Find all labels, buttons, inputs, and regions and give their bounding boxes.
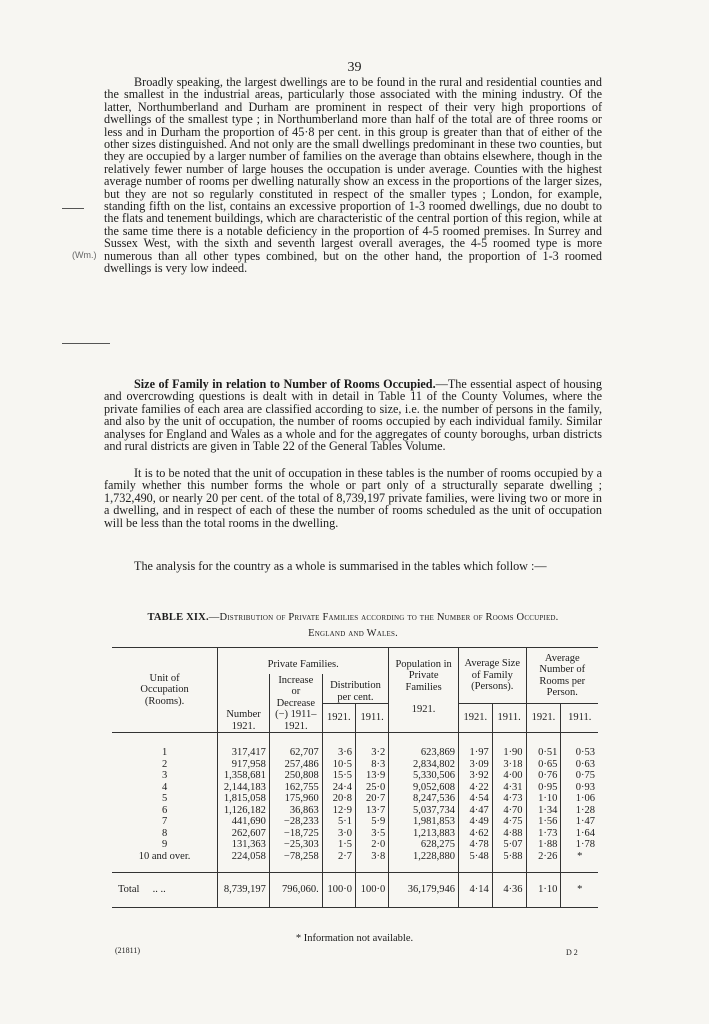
table-cell: 162,755 xyxy=(284,781,319,793)
table-cell: 4·00 xyxy=(503,770,523,781)
table-label: TABLE XIX. xyxy=(147,612,209,623)
distribution-table xyxy=(112,647,598,908)
table-cell: 317,417 xyxy=(231,747,266,758)
table-cell: 257,486 xyxy=(284,758,319,770)
table-cell: 1·06 xyxy=(575,793,595,804)
table-cell: 0·95 xyxy=(538,781,558,793)
header-population-year: 1921. xyxy=(389,704,459,733)
table-cell: 2 xyxy=(161,758,168,770)
table-cell: 623,869 xyxy=(420,747,455,758)
signature-mark: D 2 xyxy=(566,948,578,957)
total-label: Total .. .. xyxy=(118,884,166,896)
table-cell: 224,058 xyxy=(231,850,266,862)
table-cell: 4 xyxy=(161,781,168,793)
table-footnote: * Information not available. xyxy=(295,933,414,944)
header-population: Population in Private Families xyxy=(389,648,459,704)
header-avg-size: Average Size of Family (Persons). xyxy=(458,648,526,704)
col-unit xyxy=(112,733,218,873)
header-dist-1921: 1921. xyxy=(322,704,355,733)
table-cell: 4·31 xyxy=(503,781,523,793)
header-rooms-1911: 1911. xyxy=(561,704,598,733)
table-cell: 131,363 xyxy=(231,839,266,850)
table-cell: 1·97 xyxy=(469,747,489,758)
header-increase: Increase or Decrease (−) 1911– 1921. xyxy=(269,674,322,733)
header-rooms-1921: 1921. xyxy=(526,704,561,733)
table-cell: 1·47 xyxy=(575,816,595,827)
table-cell: 1 xyxy=(161,747,168,758)
table-cell: 4·49 xyxy=(469,816,489,827)
table-cell: 4·88 xyxy=(503,827,523,839)
header-number: Number 1921. xyxy=(218,674,270,733)
total-rooms-1921: 1·10 xyxy=(526,873,561,908)
header-private-families: Private Families. xyxy=(218,648,389,675)
table-title xyxy=(104,610,602,642)
table-cell: 3·5 xyxy=(371,827,386,839)
table-cell: 5 xyxy=(161,793,168,804)
table-cell: 4·47 xyxy=(469,804,489,816)
table-cell: 4·22 xyxy=(469,781,489,793)
table-cell: 1·78 xyxy=(575,839,595,850)
table-cell: 3·6 xyxy=(337,747,352,758)
table-cell: 5·9 xyxy=(371,816,386,827)
table-cell: 8,247,536 xyxy=(412,793,455,804)
table-cell: 4·78 xyxy=(469,839,489,850)
col-size-1911 xyxy=(492,733,526,873)
section-heading: Size of Family in relation to Number of Rooms Occupied. xyxy=(134,377,436,391)
table-cell: 5·48 xyxy=(469,850,489,862)
table-cell: 1·28 xyxy=(575,804,595,816)
table-cell: 1·90 xyxy=(503,747,523,758)
paragraph-unit-of-occupation: It is to be noted that the unit of occupation in these tables is the number of rooms occupied by a family whether this number forms the whole or part only of a structurally separate dwelling ; 1,732,490, or nearly 20 per cent. of the total of 8,739,197 private families, were living two or more in a dwelling, and in respect of each of these the number of rooms scheduled as the unit of occupation will be less than the total rooms in the dwelling. xyxy=(104,466,602,530)
table-cell: 1,815,058 xyxy=(223,793,266,804)
header-unit: Unit of Occupation (Rooms). xyxy=(140,672,189,707)
margin-rule xyxy=(62,208,84,209)
table-cell: 36,863 xyxy=(289,804,319,816)
table-cell: −25,303 xyxy=(283,839,319,850)
table-cell: 250,808 xyxy=(284,770,319,781)
margin-rule-lower xyxy=(62,343,110,344)
col-size-1921 xyxy=(458,733,492,873)
table-cell: 3·0 xyxy=(337,827,352,839)
table-cell: 0·75 xyxy=(575,770,595,781)
table-cell: 3·8 xyxy=(371,850,386,862)
col-increase xyxy=(269,733,322,873)
total-dist-1921: 100·0 xyxy=(322,873,355,908)
table-cell: 1·73 xyxy=(538,827,558,839)
printer-code: (21811) xyxy=(115,946,141,955)
table-cell: 2,144,183 xyxy=(223,781,266,793)
table-cell: 0·63 xyxy=(575,758,595,770)
table-cell: 13·9 xyxy=(366,770,386,781)
table-cell: −28,233 xyxy=(283,816,319,827)
col-population xyxy=(389,733,459,873)
table-cell: 2,834,802 xyxy=(412,758,455,770)
table-cell: 15·5 xyxy=(332,770,352,781)
table-cell: 1,126,182 xyxy=(223,804,266,816)
table-cell: 262,607 xyxy=(231,827,266,839)
table-cell: * xyxy=(577,850,583,862)
paragraph-summary-intro: The analysis for the country as a whole is summarised in the tables which follow :— xyxy=(134,559,547,573)
paragraph-family-size-text: —The essential aspect of housing and overcrowding questions is dealt with in detail in Table 11 of the County Volumes, where the private families of each area are classified according to size, i.e. the number of persons in the family, and also by the unit of occupation, the number of rooms occupied by each individual family. Similar analyses for England and Wales as a whole and for the aggregates of county boroughs, urban districts and rural districts are given in Table 22 of the General Tables Volume. xyxy=(104,377,602,454)
table-cell: 1·34 xyxy=(538,804,558,816)
table-cell: 3 xyxy=(161,770,168,781)
col-number xyxy=(218,733,270,873)
table-cell: 0·65 xyxy=(538,758,558,770)
col-rooms-1911 xyxy=(561,733,598,873)
table-cell: 5·1 xyxy=(337,816,352,827)
header-distribution: Distribution per cent. xyxy=(322,674,389,704)
table-cell: 3·09 xyxy=(469,758,489,770)
table-cell: 3·18 xyxy=(503,758,523,770)
col-dist-1911 xyxy=(355,733,388,873)
table-cell: 8 xyxy=(161,827,168,839)
total-size-1911: 4·36 xyxy=(492,873,526,908)
table-cell: −18,725 xyxy=(283,827,319,839)
table-cell: 20·7 xyxy=(366,793,386,804)
table-cell: 5·88 xyxy=(503,850,523,862)
table-cell: 0·93 xyxy=(575,781,595,793)
table-cell: 0·53 xyxy=(575,747,595,758)
table-cell: 2·0 xyxy=(371,839,386,850)
table-cell: 0·76 xyxy=(538,770,558,781)
table-cell: 8·3 xyxy=(371,758,386,770)
table-cell: 4·62 xyxy=(469,827,489,839)
table-cell: 5,037,734 xyxy=(412,804,455,816)
table-cell: 4·54 xyxy=(469,793,489,804)
table-cell: 5,330,506 xyxy=(412,770,455,781)
header-avg-rooms: Average Number of Rooms per Person. xyxy=(526,648,598,704)
table-cell: 2·26 xyxy=(538,850,558,862)
header-size-1911: 1911. xyxy=(492,704,526,733)
table-cell: 4·75 xyxy=(503,816,523,827)
table-cell: 0·51 xyxy=(538,747,558,758)
header-size-1921: 1921. xyxy=(458,704,492,733)
table-cell: 3·92 xyxy=(469,770,489,781)
table-cell: 1·64 xyxy=(575,827,595,839)
table-cell: 24·4 xyxy=(332,781,352,793)
col-dist-1921 xyxy=(322,733,355,873)
table-caption: —Distribution of Private Families according to the Number of Rooms Occupied. xyxy=(208,612,559,623)
table-cell: 10·5 xyxy=(332,758,352,770)
table-cell: 25·0 xyxy=(366,781,386,793)
table-body xyxy=(112,733,598,908)
table-cell: 1·10 xyxy=(538,793,558,804)
table-cell: 7 xyxy=(161,816,168,827)
table-cell: 441,690 xyxy=(231,816,266,827)
table-cell: 6 xyxy=(161,804,168,816)
table-cell: 4·70 xyxy=(503,804,523,816)
table-cell: 1·88 xyxy=(538,839,558,850)
header-dist-1911: 1911. xyxy=(355,704,388,733)
table-cell: 9,052,608 xyxy=(412,781,455,793)
col-rooms-1921 xyxy=(526,733,561,873)
table-cell: 2·7 xyxy=(337,850,352,862)
table-cell: 9 xyxy=(161,839,168,850)
page-number: 39 xyxy=(347,60,362,75)
table-cell: 1,213,883 xyxy=(412,827,455,839)
total-number: 8,739,197 xyxy=(218,873,270,908)
table-cell: 3·2 xyxy=(371,747,386,758)
total-rooms-1911: * xyxy=(561,873,598,908)
total-population: 36,179,946 xyxy=(389,873,459,908)
table-cell: 175,960 xyxy=(284,793,319,804)
table-cell: 62,707 xyxy=(289,747,319,758)
table-cell: 12·9 xyxy=(332,804,352,816)
table-cell: 5·07 xyxy=(503,839,523,850)
table-cell: 1·5 xyxy=(337,839,352,850)
table-cell: 1,228,880 xyxy=(412,850,455,862)
table-cell: 628,275 xyxy=(420,839,455,850)
table-subtitle: England and Wales. xyxy=(308,628,398,639)
table-cell: 917,958 xyxy=(231,758,266,770)
table-cell: 10 and over. xyxy=(138,850,191,862)
table-cell: 20·8 xyxy=(332,793,352,804)
total-row xyxy=(112,873,598,908)
table-cell: 1,981,853 xyxy=(412,816,455,827)
paragraph-family-size xyxy=(104,378,602,452)
total-size-1921: 4·14 xyxy=(458,873,492,908)
table-cell: 1,358,681 xyxy=(223,770,266,781)
total-increase: 796,060. xyxy=(269,873,322,908)
table-cell: 1·56 xyxy=(538,816,558,827)
margin-note: (Wm.) xyxy=(72,250,97,260)
table-cell: 4·73 xyxy=(503,793,523,804)
paragraph-dwellings: Broadly speaking, the largest dwellings are to be found in the rural and residential counties and the smallest in the industrial areas, particularly those associated with the mining industry. Of the latter, Northumberland and Durham are prominent in respect of their very high proportions of dwellings of the smallest type ; in Northumberland more than half of the total are of three rooms or less and in Durham the proportion of 45·8 per cent. in this group is greater than that of either of the other sizes distinguished. And not only are the small dwellings predominant in these two counties, but they are occupied by a larger number of families on the average than obtains elsewhere, though in the relatively fewer number of large houses the occupation is under average. Counties with the highest average number of rooms per dwelling naturally show an excess in the proportions of the larger sizes, but they are not so regularly constituted in respect of the smaller types ; London, for example, standing fifth on the list, contains an excessive proportion of 1-3 roomed dwellings, due no doubt to the flats and tenement buildings, which are characteristic of the central portion of this region, while at the same time there is a notable deficiency in the proportion of 4-5 roomed premises. In Surrey and Sussex West, with the sixth and seventh largest overall averages, the 4-5 roomed type is more numerous than all other types combined, but on the other hand, the proportion of 1-3 roomed dwellings is very low indeed. xyxy=(104,75,602,276)
table-cell: 13·7 xyxy=(366,804,386,816)
total-dist-1911: 100·0 xyxy=(355,873,388,908)
table-cell: −78,258 xyxy=(283,850,319,862)
